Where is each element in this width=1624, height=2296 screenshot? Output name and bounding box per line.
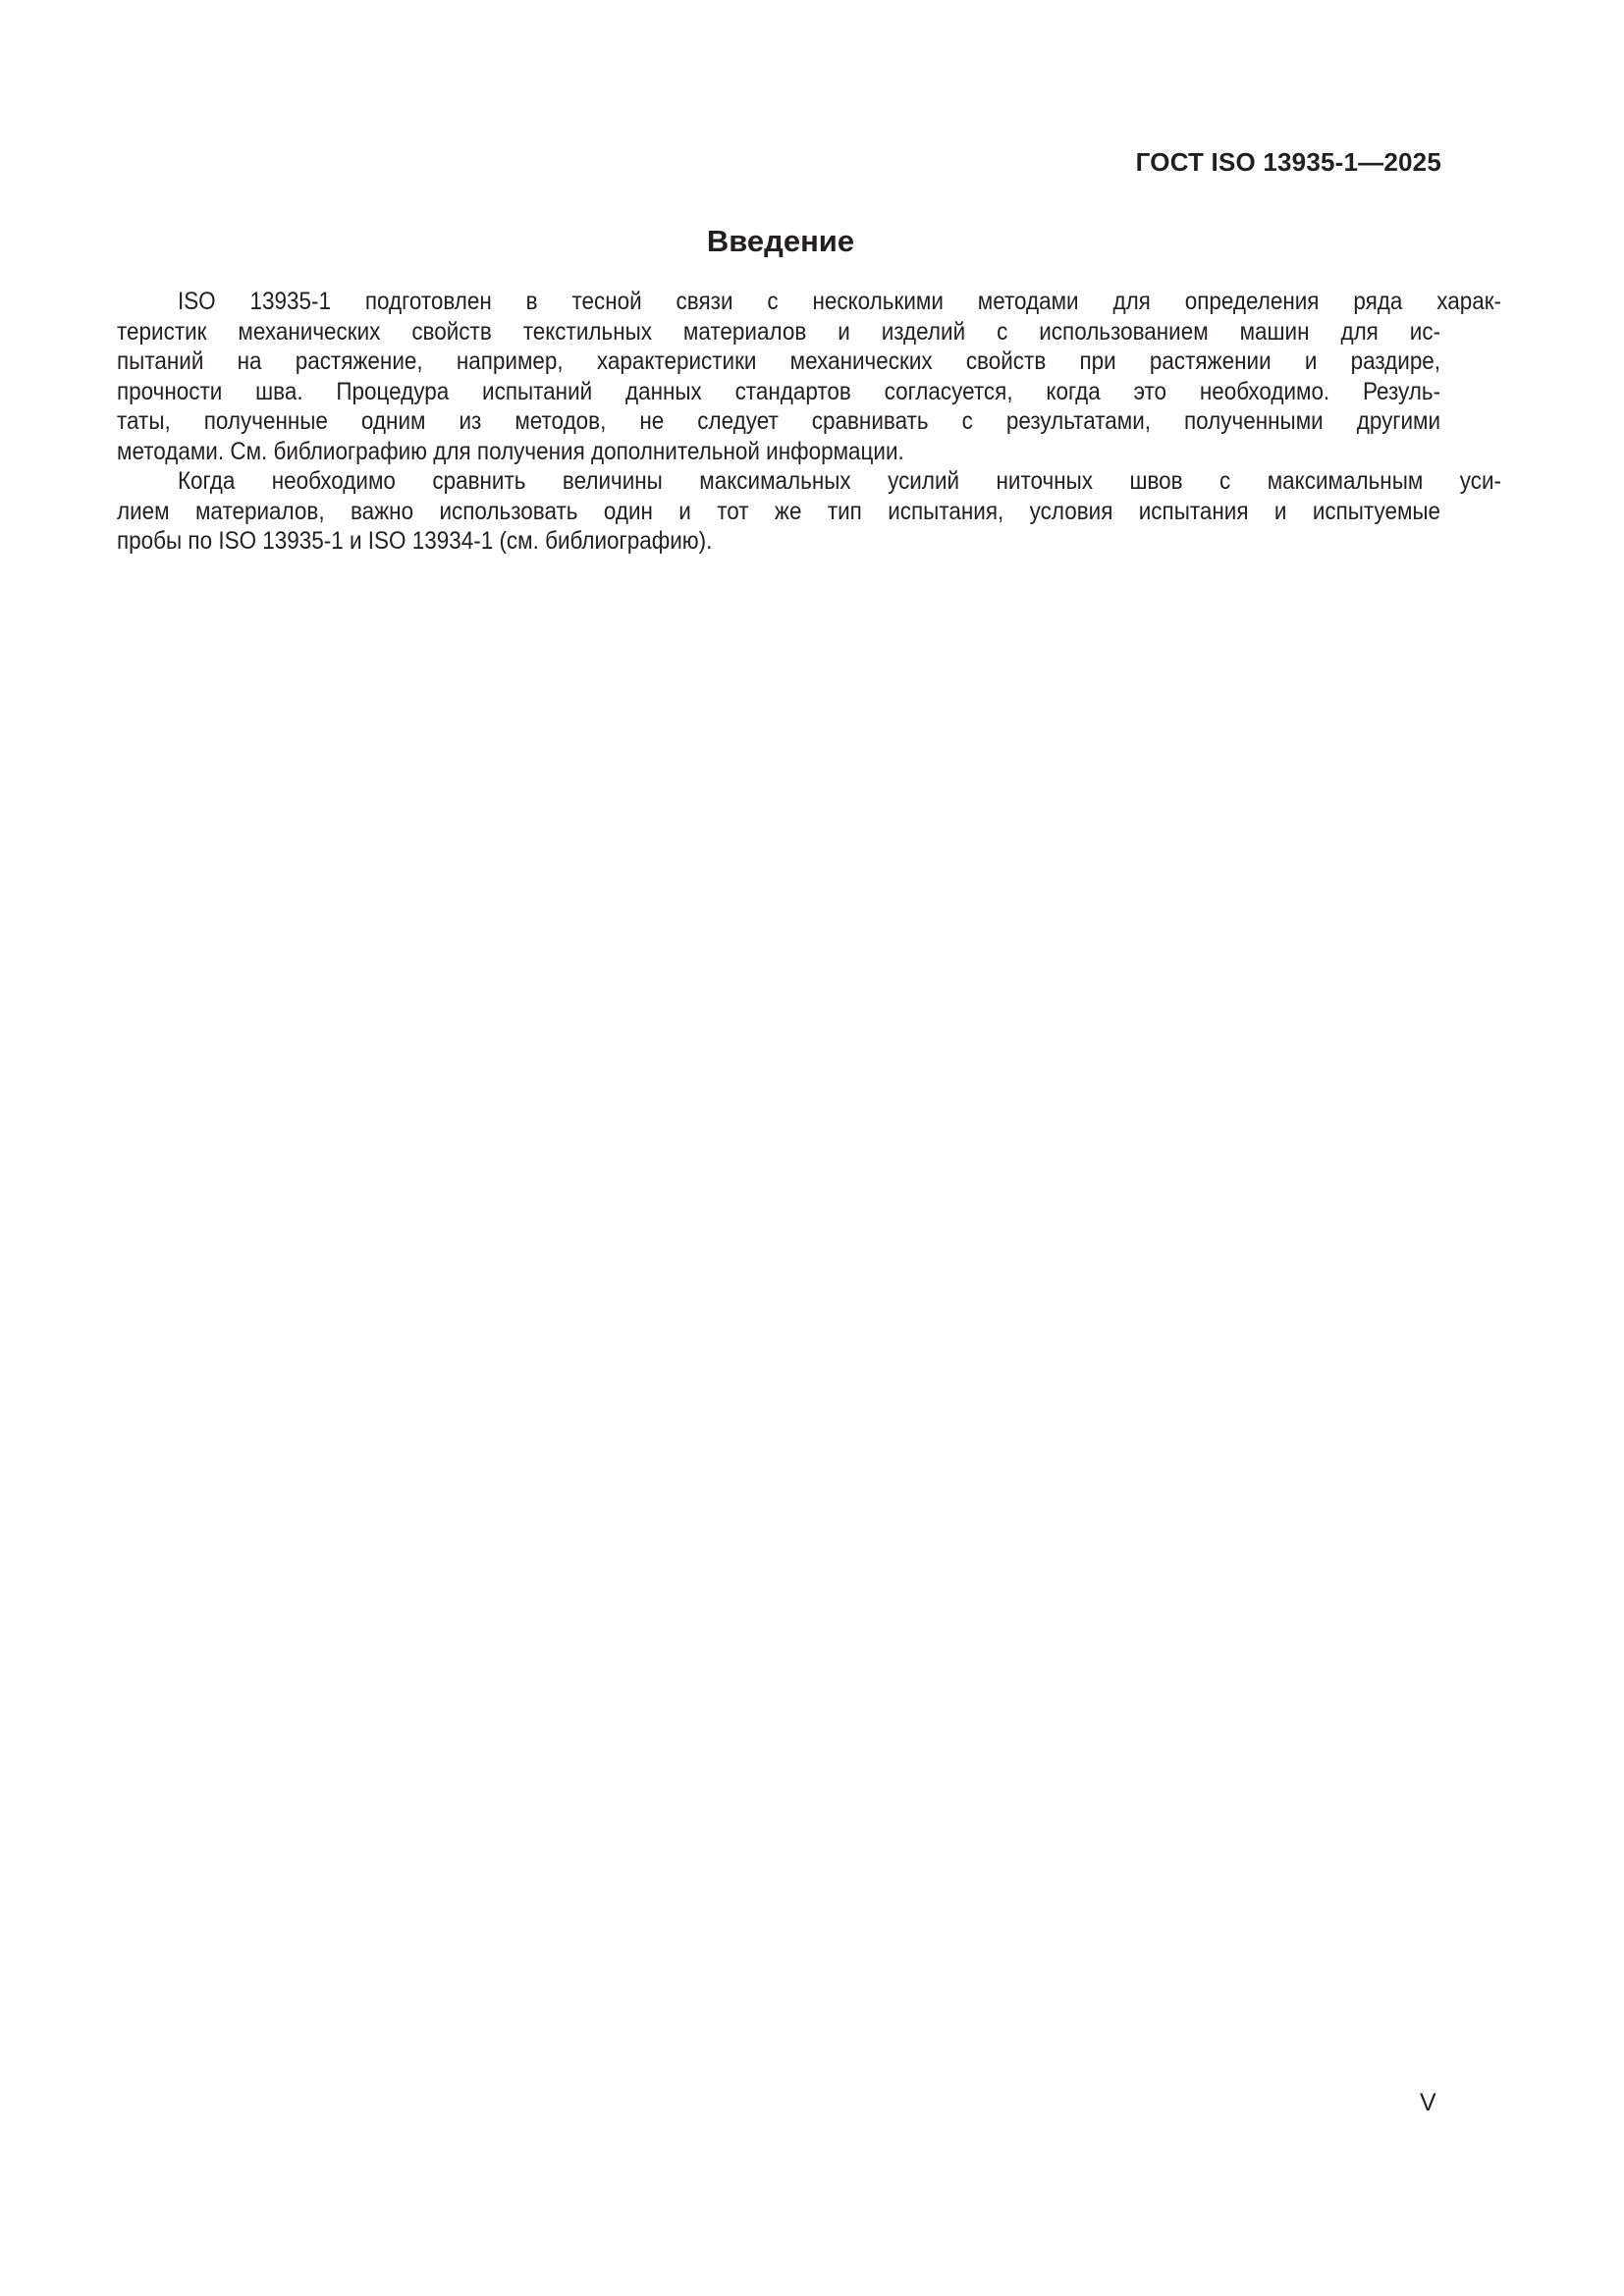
section-body (117, 287, 1502, 557)
section-title: Введение (706, 224, 855, 258)
paragraph-line: Когда необходимо сравнить величины максимальных усилий ниточных швов с максимальным уси- (177, 467, 1502, 495)
paragraph-line: ISO 13935-1 подготовлен в тесной связи с несколькими методами для определения ряда харак- (177, 288, 1502, 315)
paragraph-line: таты, полученные одним из методов, не следует сравнивать с результатами, полученными другими (117, 407, 1441, 435)
paragraph-1 (117, 287, 1502, 466)
paragraph-line: прочности шва. Процедура испытаний данных стандартов согласуется, когда это необходимо. Резуль- (117, 377, 1441, 405)
page-number: V (1420, 2089, 1436, 2116)
paragraph-line: методами. См. библиографию для получения дополнительной информации. (117, 437, 904, 465)
paragraph-line: пробы по ISO 13935-1 и ISO 13934-1 (см. библиографию). (117, 527, 713, 555)
paragraph-2 (117, 466, 1502, 557)
paragraph-line: теристик механических свойств текстильных материалов и изделий с использованием машин для ис- (117, 317, 1441, 346)
paragraph-line: лием материалов, важно использовать один и тот же тип испытания, условия испытания и испытуемые (117, 497, 1441, 525)
paragraph-line: пытаний на растяжение, например, характеристики механических свойств при растяжении и раздире, (117, 347, 1441, 375)
document-code-header: ГОСТ ISO 13935-1—2025 (1135, 147, 1441, 177)
